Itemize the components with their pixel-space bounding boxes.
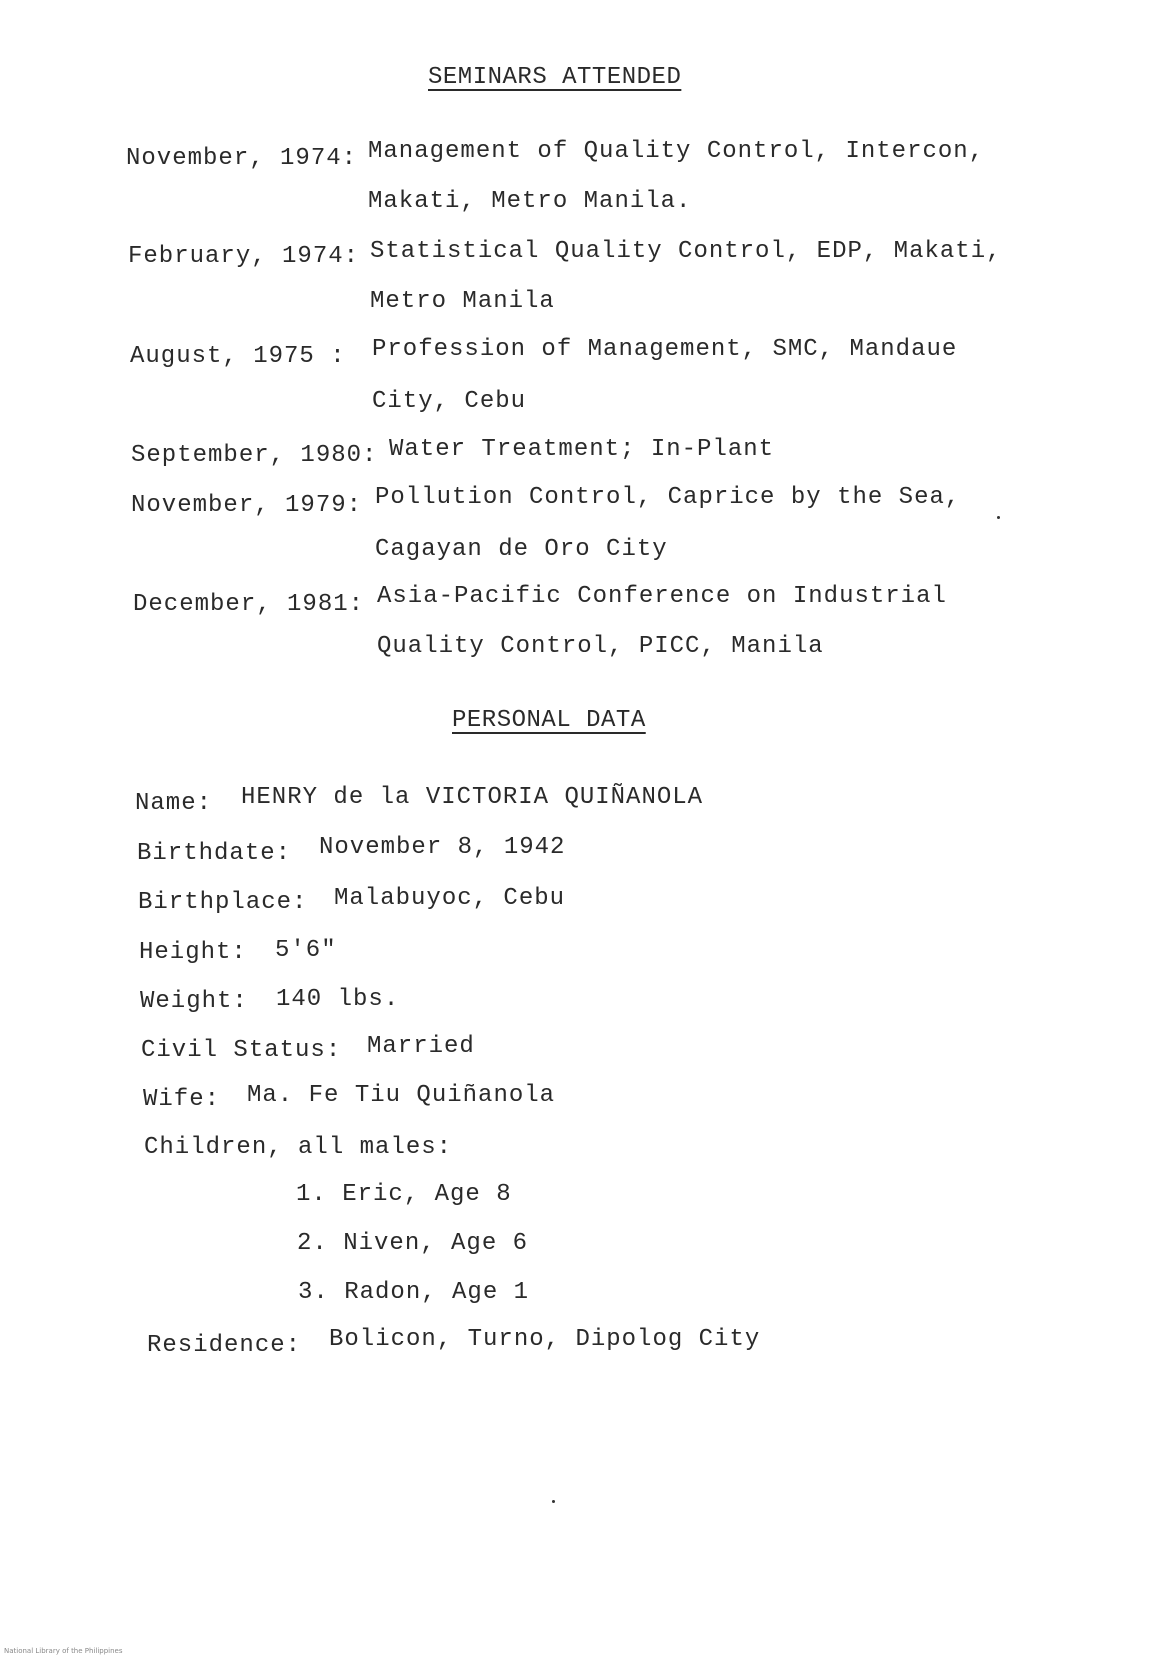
seminar-title: Management of Quality Control, Intercon, bbox=[368, 138, 985, 165]
birthplace-value: Malabuyoc, Cebu bbox=[334, 885, 566, 912]
name-label: Name: bbox=[135, 790, 213, 817]
child-entry: 1. Eric, Age 8 bbox=[296, 1181, 512, 1208]
height-label: Height: bbox=[139, 939, 247, 966]
weight-value: 140 lbs. bbox=[276, 986, 400, 1013]
children-label: Children, all males: bbox=[144, 1134, 453, 1161]
residence-value: Bolicon, Turno, Dipolog City bbox=[329, 1326, 761, 1353]
footer-watermark: National Library of the Philippines bbox=[4, 1647, 123, 1655]
birthplace-label: Birthplace: bbox=[138, 889, 308, 916]
scan-speck bbox=[552, 1500, 555, 1503]
seminar-location: Metro Manila bbox=[370, 288, 555, 315]
seminar-date: December, 1981: bbox=[133, 591, 365, 618]
seminar-location: Makati, Metro Manila. bbox=[368, 188, 692, 215]
seminar-location: Quality Control, PICC, Manila bbox=[377, 633, 824, 660]
civil-status-label: Civil Status: bbox=[141, 1037, 342, 1064]
seminar-date: September, 1980: bbox=[131, 442, 378, 469]
seminar-date: August, 1975 : bbox=[130, 343, 346, 370]
seminar-title: Asia-Pacific Conference on Industrial bbox=[377, 583, 947, 610]
seminar-title: Profession of Management, SMC, Mandaue bbox=[372, 336, 958, 363]
wife-label: Wife: bbox=[143, 1086, 221, 1113]
seminar-title: Pollution Control, Caprice by the Sea, bbox=[375, 484, 961, 511]
child-entry: 3. Radon, Age 1 bbox=[298, 1279, 530, 1306]
scan-speck bbox=[997, 516, 1000, 519]
personal-data-heading: PERSONAL DATA bbox=[452, 707, 646, 734]
seminar-title: Statistical Quality Control, EDP, Makati, bbox=[370, 238, 1002, 265]
birthdate-label: Birthdate: bbox=[137, 840, 292, 867]
residence-label: Residence: bbox=[147, 1332, 302, 1359]
birthdate-value: November 8, 1942 bbox=[319, 834, 566, 861]
weight-label: Weight: bbox=[140, 988, 248, 1015]
name-value: HENRY de la VICTORIA QUIÑANOLA bbox=[241, 784, 704, 811]
seminar-title: Water Treatment; In-Plant bbox=[389, 436, 775, 463]
seminar-location: City, Cebu bbox=[372, 388, 527, 415]
wife-value: Ma. Fe Tiu Quiñanola bbox=[247, 1082, 556, 1109]
seminar-date: November, 1974: bbox=[126, 145, 358, 172]
seminar-location: Cagayan de Oro City bbox=[375, 536, 668, 563]
height-value: 5'6" bbox=[275, 937, 337, 964]
seminar-date: November, 1979: bbox=[131, 492, 363, 519]
seminar-date: February, 1974: bbox=[128, 243, 360, 270]
seminars-heading: SEMINARS ATTENDED bbox=[428, 64, 682, 91]
child-entry: 2. Niven, Age 6 bbox=[297, 1230, 529, 1257]
civil-status-value: Married bbox=[367, 1033, 475, 1060]
